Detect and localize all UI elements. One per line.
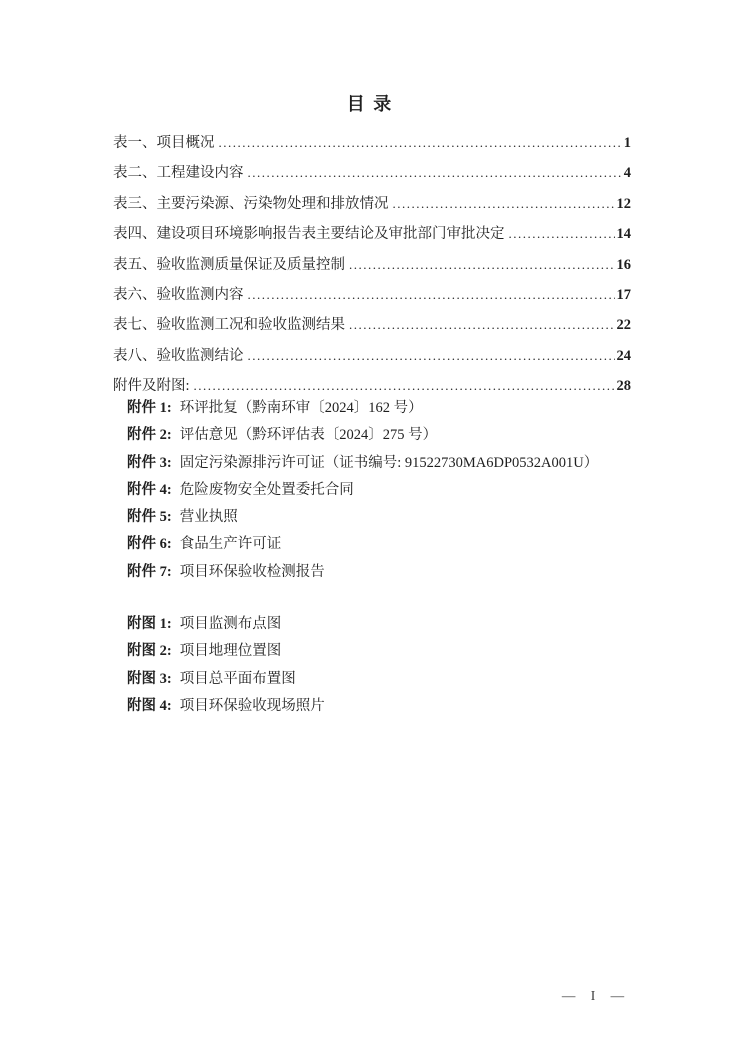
- figure-text: 项目环保验收现场照片: [179, 697, 325, 714]
- toc-entry-page: 28: [616, 378, 631, 395]
- list-item: [127, 666, 687, 693]
- toc-entry-page: 12: [616, 195, 631, 212]
- dot-leader: [509, 219, 615, 248]
- list-item: [127, 531, 687, 558]
- list-item: [127, 638, 687, 665]
- dot-leader: [349, 310, 615, 339]
- attachment-label: 附件 1:: [127, 400, 172, 416]
- dot-leader: [393, 189, 615, 218]
- figure-label: 附图 4:: [127, 697, 172, 714]
- list-item: [127, 611, 687, 638]
- attachment-text: 评估意见（黔环评估表〔2024〕275 号）: [179, 427, 438, 444]
- page-number-footer: — I —: [561, 988, 625, 1003]
- toc-entry: [113, 189, 631, 219]
- dot-leader: [349, 250, 615, 279]
- toc-entry-label: 表八、验收监测结论: [113, 347, 244, 364]
- list-item: [127, 450, 687, 477]
- toc-entry-page: 17: [616, 287, 631, 304]
- list-item: [127, 395, 687, 422]
- attachment-text: 固定污染源排污许可证（证书编号: 91522730MA6DP0532A001U）: [179, 454, 599, 471]
- toc-entry: [113, 128, 631, 158]
- toc-entry: [113, 219, 631, 249]
- figure-text: 项目地理位置图: [179, 643, 282, 660]
- toc-entry-label: 表五、验收监测质量保证及质量控制: [113, 256, 345, 273]
- list-item: [127, 422, 687, 449]
- attachment-label: 附件 4:: [127, 481, 172, 498]
- attachment-text: 危险废物安全处置委托合同: [179, 481, 354, 498]
- attachment-label: 附件 5:: [127, 509, 172, 526]
- attachment-label: 附件 2:: [127, 427, 172, 444]
- figure-text: 项目监测布点图: [179, 616, 282, 632]
- dot-leader: [248, 341, 615, 370]
- toc-entry-label: 表二、工程建设内容: [113, 165, 244, 182]
- toc-entry-page: 16: [616, 256, 631, 273]
- attachment-label: 附件 3:: [127, 454, 172, 471]
- list-item: [127, 477, 687, 504]
- toc-entry-label: 表四、建设项目环境影响报告表主要结论及审批部门审批决定: [113, 226, 505, 243]
- attachment-text: 食品生产许可证: [179, 536, 282, 553]
- toc-entry-label: 表六、验收监测内容: [113, 287, 244, 304]
- attachment-label: 附件 6:: [127, 536, 172, 553]
- dot-leader: [248, 158, 622, 187]
- attachment-text: 环评批复（黔南环审〔2024〕162 号）: [179, 400, 423, 416]
- figure-text: 项目总平面布置图: [179, 670, 296, 687]
- list-item: [127, 559, 687, 586]
- toc-entry: [113, 158, 631, 188]
- dot-leader: [248, 280, 615, 309]
- figure-label: 附图 2:: [127, 643, 172, 660]
- toc-entry-page: 22: [616, 317, 631, 334]
- toc-entry-page: 4: [623, 165, 631, 182]
- attachment-list: [127, 395, 687, 586]
- list-item: [127, 504, 687, 531]
- toc-entry-label: 附件及附图:: [113, 378, 190, 395]
- toc-entry-label: 表七、验收监测工况和验收监测结果: [113, 317, 345, 334]
- toc-entry-page: 24: [616, 347, 631, 364]
- toc-entry: [113, 310, 631, 340]
- attachment-text: 项目环保验收检测报告: [179, 563, 325, 580]
- dot-leader: [219, 128, 622, 157]
- toc-entry: [113, 341, 631, 371]
- page-title: 目 录: [346, 94, 394, 114]
- toc-entry-page: 14: [616, 226, 631, 243]
- attachment-text: 营业执照: [179, 509, 238, 526]
- toc-entry-label: 表三、主要污染源、污染物处理和排放情况: [113, 195, 389, 212]
- figure-label: 附图 1:: [127, 616, 172, 632]
- attachment-label: 附件 7:: [127, 563, 172, 580]
- list-item: [127, 693, 687, 720]
- toc-entry: [113, 280, 631, 310]
- figure-list: [127, 611, 687, 720]
- table-of-contents: [113, 128, 631, 402]
- toc-entry-label: 表一、项目概况: [113, 135, 215, 151]
- toc-entry: [113, 250, 631, 280]
- figure-label: 附图 3:: [127, 670, 172, 687]
- toc-entry-page: 1: [623, 135, 631, 151]
